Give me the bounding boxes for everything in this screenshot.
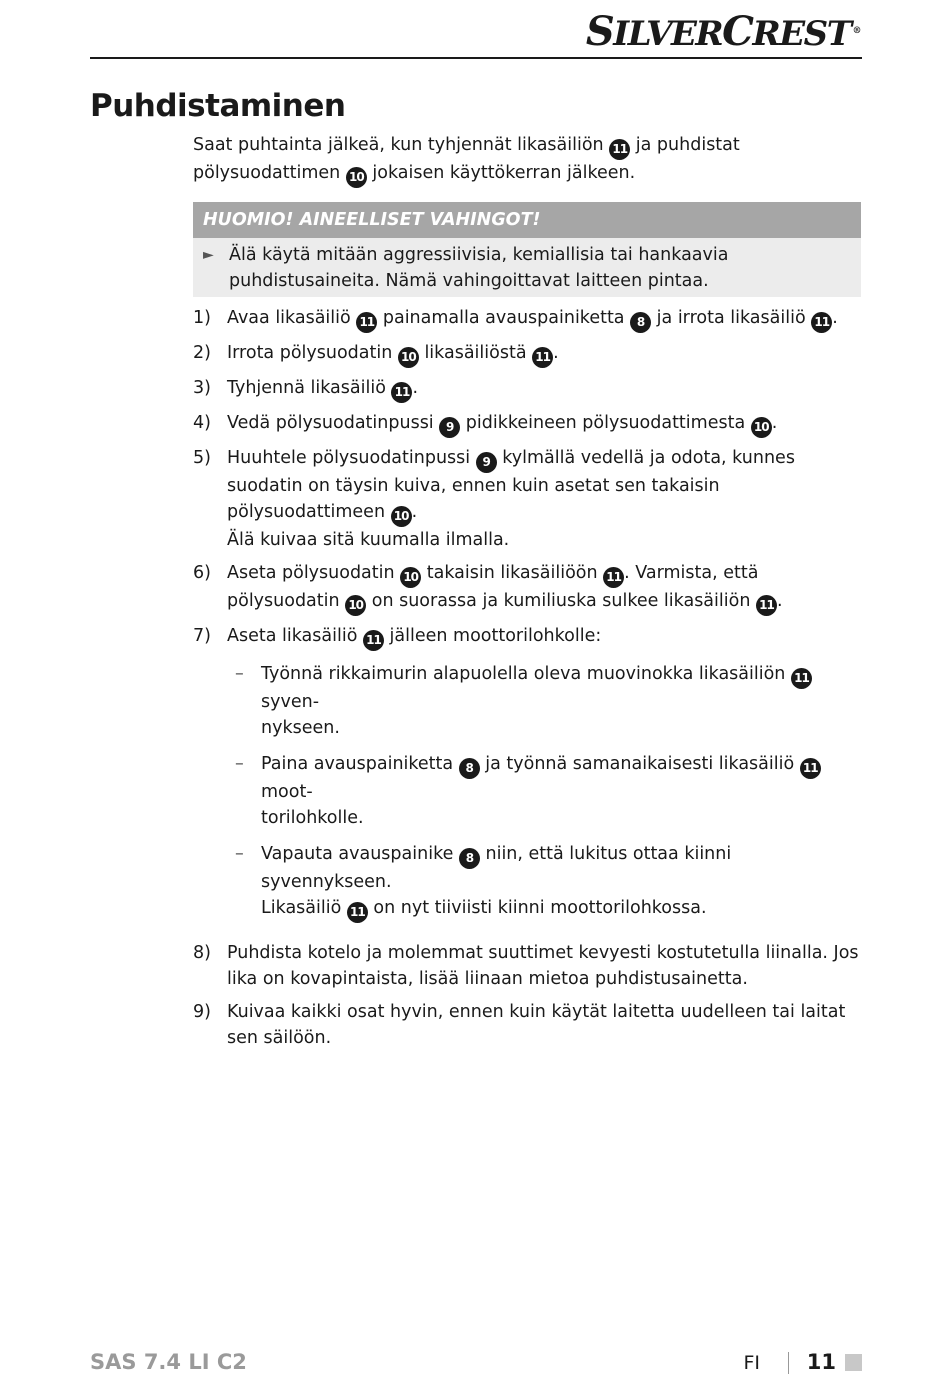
step-number: 7) [193,626,211,646]
page-footer [90,1346,862,1376]
part-number-badge: 8 [630,312,651,333]
step-item [193,375,861,403]
part-number-badge: 10 [400,567,421,588]
step-number: 3) [193,378,211,398]
main-content [193,132,861,1058]
step-list [193,305,861,1051]
warning-body [193,238,861,297]
part-number-badge: 9 [439,417,460,438]
part-number-badge: 8 [459,848,480,869]
part-number-badge: 10 [398,347,419,368]
brand-part-2: REST [752,14,851,54]
model-number: SAS 7.4 LI C2 [90,1350,247,1374]
part-number-badge: 8 [459,758,480,779]
substep-item [227,751,861,831]
step-number: 5) [193,448,211,468]
part-number-badge: 11 [800,758,821,779]
part-number-badge: 11 [603,567,624,588]
part-number-badge: 11 [356,312,377,333]
part-number-badge: 10 [751,417,772,438]
page-title: Puhdistaminen [90,88,346,124]
step-text: Irrota pölysuodatin 10 likasäiliöstä 11 . [227,340,861,368]
square-marker-icon [845,1354,862,1371]
step-text: Avaa likasäiliö 11 painamalla avauspainiketta 8 ja irrota likasäiliö 11 . [227,305,861,333]
part-number-badge: 11 [347,902,368,923]
substep-text: Paina avauspainiketta 8 ja työnnä samanaikaisesti likasäiliö 11 moot- torilohkolle. [261,751,861,831]
substep-list [227,661,861,923]
step-item [193,560,861,616]
step-item [193,305,861,333]
step-item [193,999,861,1051]
step-text: Tyhjennä likasäiliö 11 . [227,375,861,403]
brand-initial-1: S [585,8,614,55]
step-item [193,623,861,933]
dash-bullet: – [235,754,244,774]
step-number: 9) [193,1002,211,1022]
part-number-badge: 11 [811,312,832,333]
footer-separator [788,1352,789,1374]
dash-bullet: – [235,844,244,864]
substep-item [227,841,861,923]
step-number: 6) [193,563,211,583]
brand-initial-2: C [722,8,753,55]
bullet-arrow-icon: ► [203,247,214,263]
part-number-badge: 11 [363,630,384,651]
part-number-badge: 11 [609,139,630,160]
page-number: 11 [806,1350,836,1374]
step-item [193,410,861,438]
step-text: Huuhtele pölysuodatinpussi 9 kylmällä vedellä ja odota, kunnes suodatin on täysin kuiva, ennen kuin asetat sen takaisin pölysuodattimeen 10 . Älä kuivaa sitä kuumalla ilmalla. [227,448,795,550]
substep-text: Vapauta avauspainike 8 niin, että lukitus ottaa kiinni syvennykseen. Likasäiliö 11 on nyt tiiviisti kiinni moottorilohkossa. [261,841,861,923]
step-number: 1) [193,308,211,328]
part-number-badge: 10 [345,595,366,616]
registered-mark: ® [852,25,860,36]
part-number-badge: 11 [791,668,812,689]
part-number-badge: 9 [476,452,497,473]
part-number-badge: 10 [391,506,412,527]
substep-item [227,661,861,741]
step-number: 2) [193,343,211,363]
brand-logo [586,8,860,55]
language-code: FI [743,1352,760,1374]
step-text: Puhdista kotelo ja molemmat suuttimet kevyesti kostutetulla liinalla. Jos lika on kovapintaista, lisää liinaan mietoa puhdistusainetta. [227,943,859,989]
step-number: 4) [193,413,211,433]
dash-bullet: – [235,664,244,684]
step-text: Aseta pölysuodatin 10 takaisin likasäiliöön 11 . Varmista, että pölysuodatin 10 on suorassa ja kumiliuska sulkee likasäiliön 11 . [227,560,861,616]
header-rule [90,57,862,59]
part-number-badge: 11 [532,347,553,368]
step-text: Kuivaa kaikki osat hyvin, ennen kuin käytät laitetta uudelleen tai laitat sen säilöön. [227,1002,846,1048]
substep-text: Työnnä rikkaimurin alapuolella oleva muovinokka likasäiliön 11 syven- nykseen. [261,661,861,741]
part-number-badge: 11 [756,595,777,616]
warning-heading: HUOMIO! AINEELLISET VAHINGOT! [193,202,861,238]
step-item [193,940,861,992]
brand-part-1: ILVER [613,14,723,54]
step-number: 8) [193,943,211,963]
step-text: Vedä pölysuodatinpussi 9 pidikkeineen pölysuodattimesta 10 . [227,410,861,438]
step-text: Aseta likasäiliö 11 jälleen moottorilohkolle: – Työnnä rikkaimurin alapuolella oleva muovinokka likasäiliön 11 syven- nykseen. – Paina avauspainiketta 8 ja työnnä samanaikaisesti likasäiliö 11 moot- torilohkolle. – Vapauta avauspainike 8 niin, että lukitus ottaa kiinni syvennykseen. Likasäiliö 11 on nyt tiiviisti kiinni moottorilohkossa. [227,623,861,933]
part-number-badge: 10 [346,167,367,188]
intro-paragraph: Saat puhtainta jälkeä, kun tyhjennät likasäiliön 11 ja puhdistat pölysuodattimen 10 jokaisen käyttökerran jälkeen. [193,132,861,188]
step-item [193,340,861,368]
step-item [193,445,861,553]
warning-text: Älä käytä mitään aggressiivisia, kemiallisia tai hankaavia puhdistusaineita. Nämä vahingoittavat laitteen pintaa. [229,245,729,291]
part-number-badge: 11 [391,382,412,403]
